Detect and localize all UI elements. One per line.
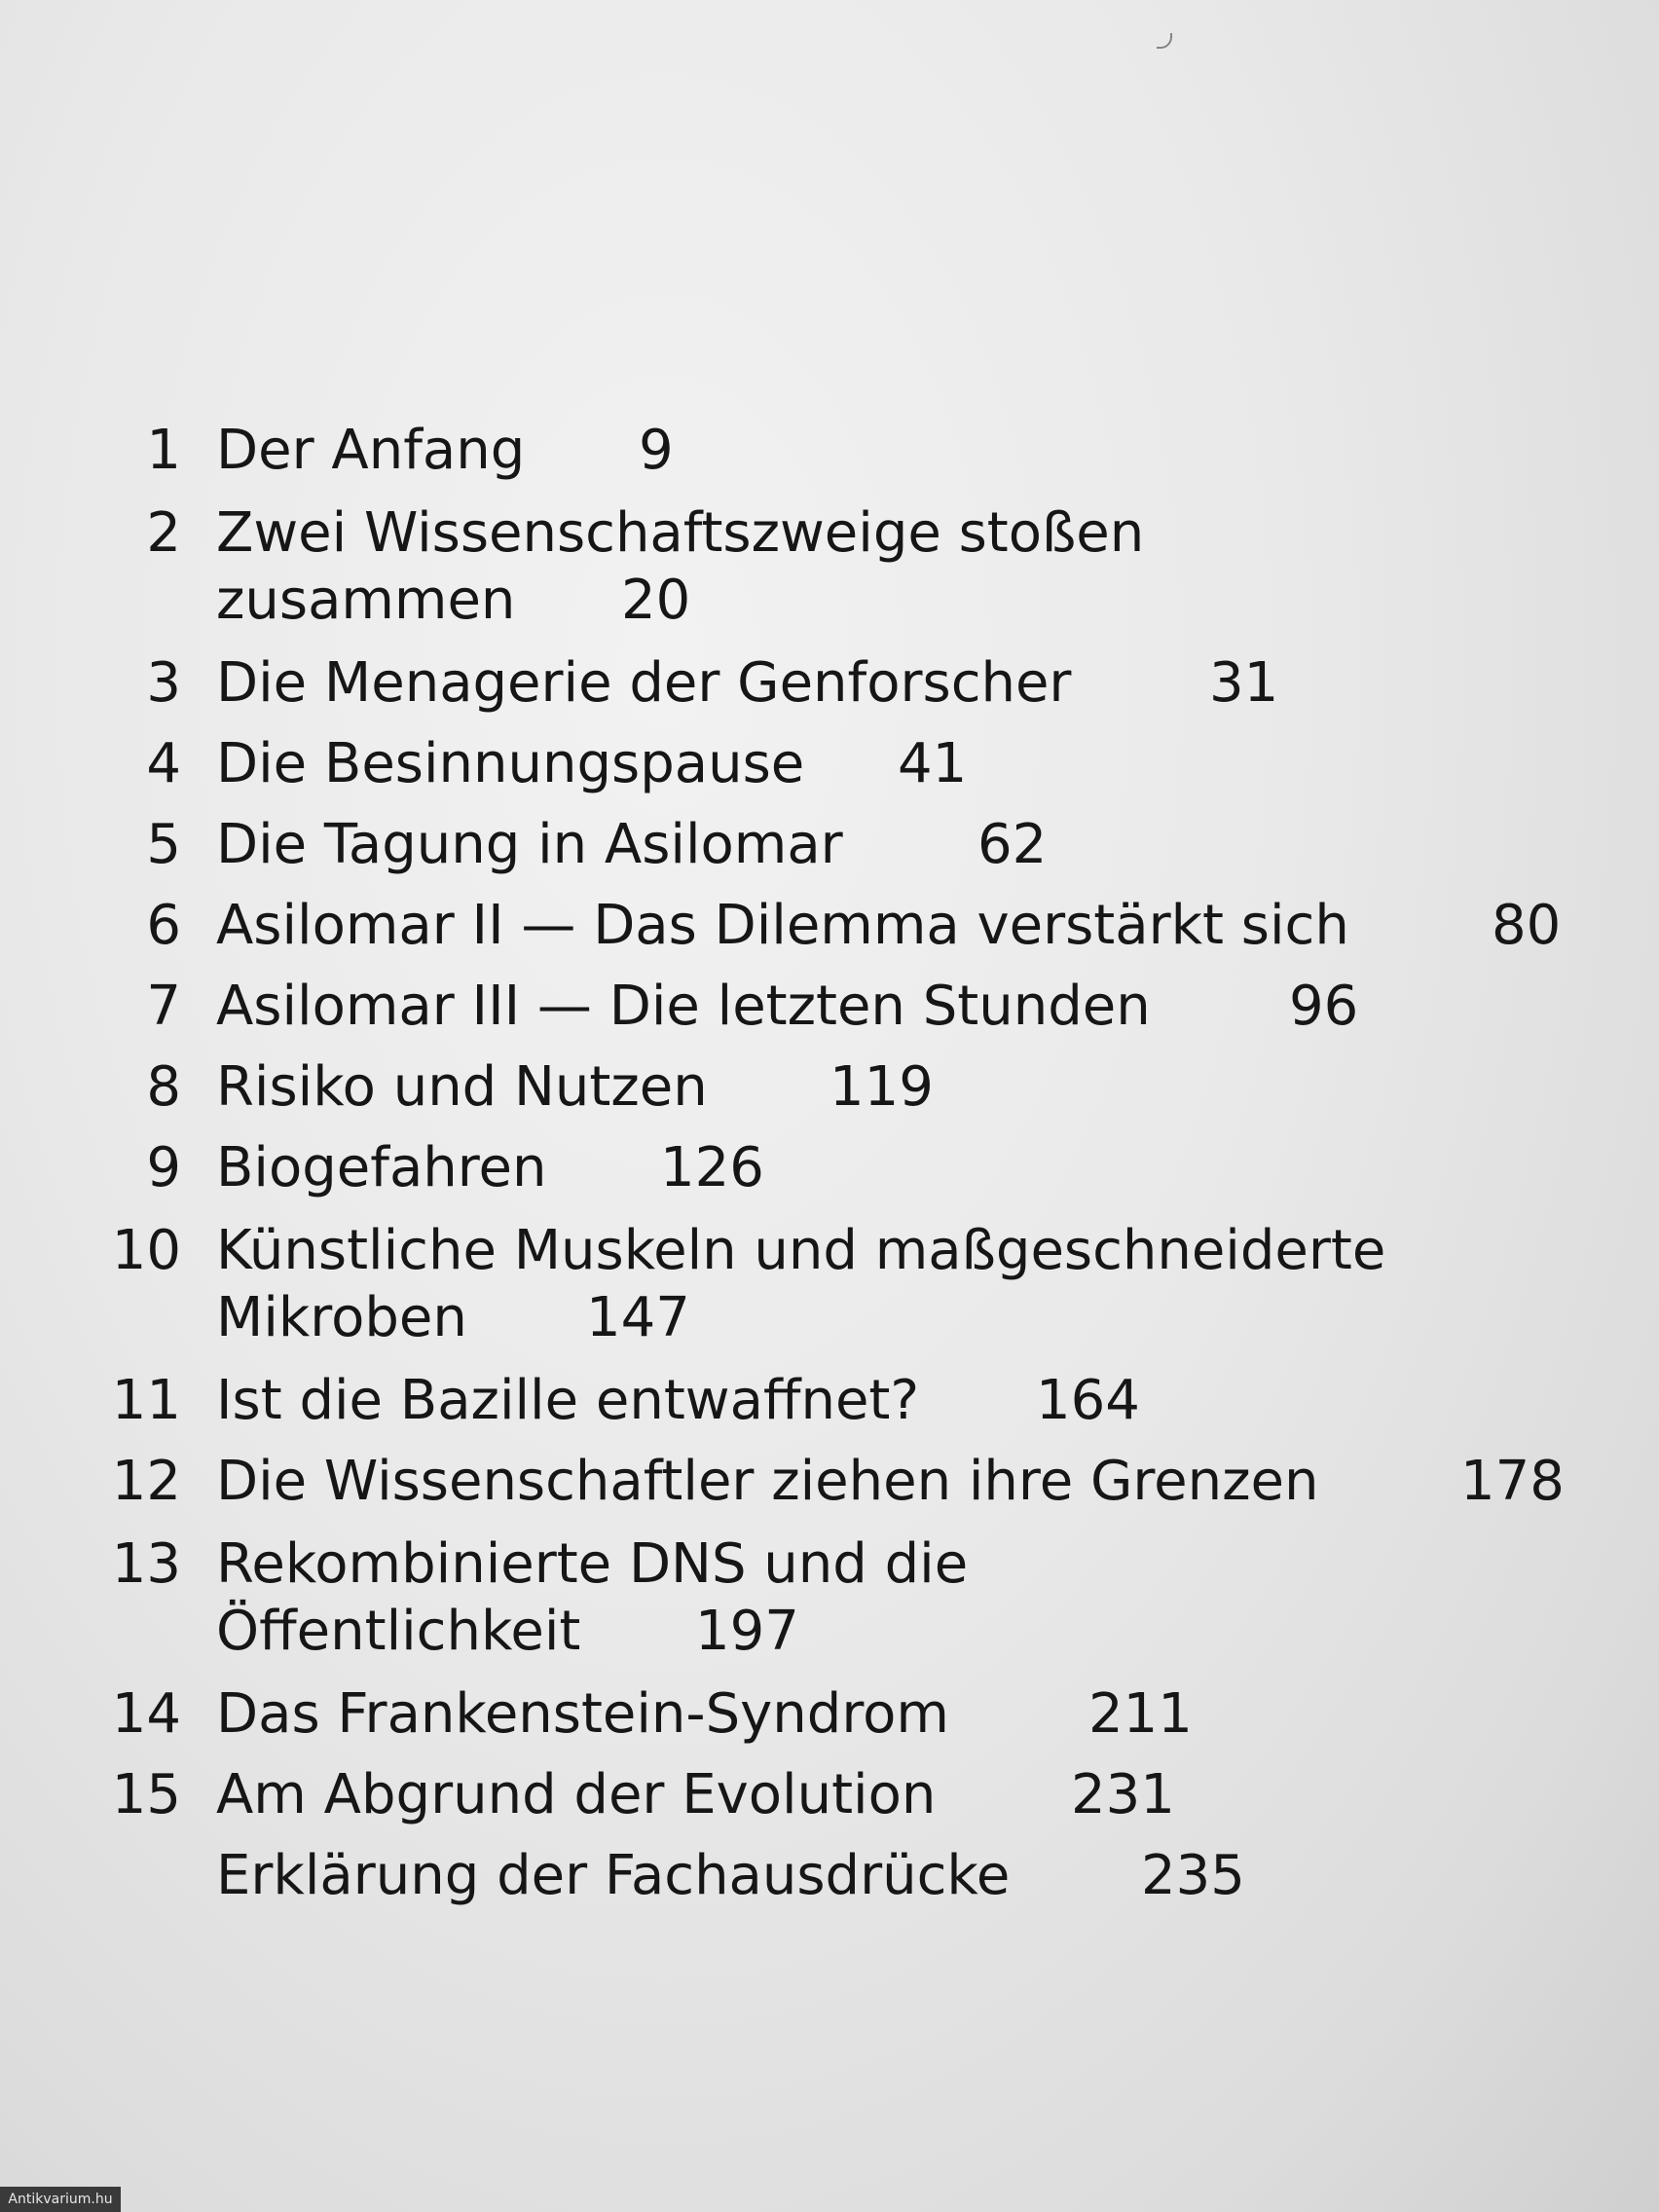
- chapter-number: 13: [111, 1532, 181, 1596]
- chapter-number: 6: [146, 894, 181, 957]
- chapter-title: Die Besinnungspause: [216, 732, 805, 795]
- page-number: 80: [1492, 894, 1562, 957]
- chapter-number: 5: [146, 813, 181, 876]
- chapter-number: 11: [111, 1369, 181, 1432]
- page-number: 126: [660, 1136, 764, 1199]
- chapter-title-continued: Öffentlichkeit: [216, 1600, 581, 1663]
- page-number: 20: [621, 569, 691, 632]
- chapter-title: Erklärung der Fachausdrücke: [216, 1844, 1011, 1907]
- page-number: 164: [1036, 1369, 1140, 1432]
- chapter-title: Rekombinierte DNS und die: [216, 1532, 969, 1596]
- site-watermark: Antikvarium.hu: [0, 2187, 121, 2212]
- chapter-title: Risiko und Nutzen: [216, 1055, 708, 1119]
- chapter-number: 1: [146, 419, 181, 482]
- chapter-title: Ist die Bazille entwaffnet?: [216, 1369, 920, 1432]
- page-number: 231: [1071, 1763, 1175, 1826]
- chapter-title-continued: Mikroben: [216, 1286, 467, 1349]
- chapter-title: Am Abgrund der Evolution: [216, 1763, 937, 1826]
- chapter-number: 9: [146, 1136, 181, 1199]
- chapter-number: 10: [111, 1219, 181, 1282]
- chapter-number: 7: [146, 975, 181, 1038]
- chapter-title: Der Anfang: [216, 419, 526, 482]
- page-number: 178: [1460, 1450, 1565, 1513]
- page-number: 119: [830, 1055, 934, 1119]
- page-number: 31: [1209, 651, 1279, 715]
- chapter-number: 14: [111, 1682, 181, 1746]
- chapter-title: Asilomar III — Die letzten Stunden: [216, 975, 1151, 1038]
- page-number: 62: [977, 813, 1048, 876]
- page-number: 9: [639, 419, 674, 482]
- page-number: 197: [695, 1600, 799, 1663]
- chapter-title: Das Frankenstein-Syndrom: [216, 1682, 949, 1746]
- chapter-title: Die Tagung in Asilomar: [216, 813, 843, 876]
- chapter-title: Asilomar II — Das Dilemma verstärkt sich: [216, 894, 1349, 957]
- chapter-number: 3: [146, 651, 181, 715]
- chapter-number: 12: [111, 1450, 181, 1513]
- chapter-number: 8: [146, 1055, 181, 1119]
- chapter-number: 2: [146, 501, 181, 565]
- page-number: 41: [898, 732, 968, 795]
- chapter-number: 4: [146, 732, 181, 795]
- chapter-title: Die Wissenschaftler ziehen ihre Grenzen: [216, 1450, 1319, 1513]
- chapter-title: Zwei Wissenschaftszweige stoßen: [216, 501, 1145, 565]
- chapter-number: 15: [111, 1763, 181, 1826]
- page-number: 235: [1141, 1844, 1245, 1907]
- page-number: 96: [1289, 975, 1359, 1038]
- chapter-title: Die Menagerie der Genforscher: [216, 651, 1072, 715]
- chapter-title: Künstliche Muskeln und maßgeschneiderte: [216, 1219, 1386, 1282]
- chapter-title: Biogefahren: [216, 1136, 547, 1199]
- page-number: 211: [1088, 1682, 1193, 1746]
- chapter-title-continued: zusammen: [216, 569, 516, 632]
- page-number: 147: [586, 1286, 690, 1349]
